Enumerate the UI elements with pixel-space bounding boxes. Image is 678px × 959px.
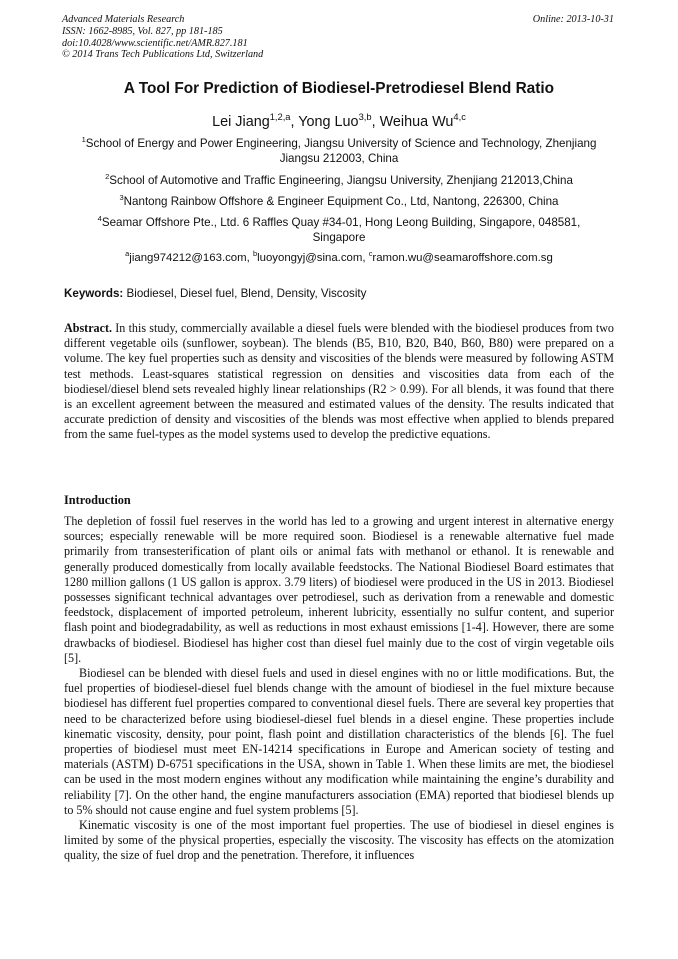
paragraph: The depletion of fossil fuel reserves in the world has led to a growing and urgent interest in alternative energy sources; especially renewable will be more required soon. Biodiesel is a renewable alternative fuel made primarily from transesterification of plant oils or animal fats with methanol or ethanol. It is renewable and generally produced domestically from locally available feedstocks. The National Biodiesel Board estimates that 1280 million gallons (1 US gallon is approx. 3.79 liters) of biodiesel were produced in the US in 2013. Biodiesel possesses significant technical advantages over petrodiesel, such as derivation from a renewable and domestic feedstock, displacement of imported petroleum, inherent lubricity, essentially no sulfur content, and superior flash point and biodegradability, as well as reductions in most exhaust emissions [1-4]. However, there are some drawbacks of biodiesel. Biodiesel has higher cost than diesel fuel mainly due to the cost of virgin vegetable oils [5].: [64, 514, 614, 665]
issn-line: ISSN: 1662-8985, Vol. 827, pp 181-185: [62, 25, 223, 37]
abstract-text: In this study, commercially available a diesel fuels were blended with the biodiesel produces from two different vegetable oils (sunflower, soybean). The blends (B5, B10, B20, B40, B60, B80) were prepared on a volume. The key fuel properties such as density and viscosities of the blends were measured by following ASTM test methods. Least-squares statistical regression on densities and viscosities data from each of the biodiesel/diesel blend sets revealed highly linear relationships (R2 > 0.99). For all blends, it was found that there is an excellent agreement between the measured and estimated values of the density. The results indicated that accurate prediction of density and viscosities of the blends was most effective when applied to blends prepared from the same fuel-types as the model systems used to develop the predictive equations.: [64, 321, 614, 442]
email-marker: c: [368, 249, 373, 259]
keywords-text: Biodiesel, Diesel fuel, Blend, Density, Viscosity: [126, 287, 367, 300]
author-name: Yong Luo: [298, 114, 359, 130]
affiliation-line: Singapore: [312, 230, 366, 244]
affiliation: [64, 216, 614, 245]
affiliation-line: Seamar Offshore Pte., Ltd. 6 Raffles Quay #34-01, Hong Leong Building, Singapore, 048581,: [101, 216, 581, 229]
author-name: Lei Jiang: [212, 114, 270, 130]
email-address[interactable]: luoyongyj@sina.com: [257, 252, 363, 264]
abstract: [64, 321, 614, 443]
affiliation: [64, 174, 614, 189]
affiliation: [64, 195, 614, 210]
affiliation-marker: 2: [105, 172, 110, 182]
affiliation-marker: 4: [97, 214, 102, 224]
author-affiliation-marker: 1,2,a: [269, 112, 291, 123]
email-address[interactable]: ramon.wu@seamaroffshore.com.sg: [372, 252, 553, 264]
author-name: Weihua Wu: [379, 114, 454, 130]
paragraph: Biodiesel can be blended with diesel fuels and used in diesel engines with no or little modifications. But, the fuel properties of biodiesel-diesel fuel blends change with the amount of biodiesel in the fuel mixture because biodiesel has different fuel properties compared to conventional diesel fuels. There are several key properties that need to be characterized before using biodiesel-diesel fuel blends in a diesel engine. These properties include kinematic viscosity, density, pour point, flash point and distillation characteristics of the blends [6]. The fuel properties of biodiesel must meet EN-14214 specifications in Europe and American society of testing and materials (ASTM) D-6751 specifications in the USA, shown in Table 1. When these limits are met, the biodiesel can be used in the most modern engines without any modification while maintaining the engine’s durability and reliability [7]. On the other hand, the engine manufacturers association (EMA) reported that biodiesel blends up to 5% should not cause engine and fuel system problems [5].: [64, 666, 614, 817]
paragraph: Kinematic viscosity is one of the most important fuel properties. The use of biodiesel in diesel engines is limited by some of the physical properties, especially the viscosity. The viscosity has effects on the atomization quality, the size of fuel drop and the penetration. Therefore, it influences: [64, 818, 614, 863]
author-affiliation-marker: 3,b: [358, 112, 372, 123]
online-date: Online: 2013-10-31: [532, 14, 614, 25]
copyright-line: © 2014 Trans Tech Publications Ltd, Switzerland: [62, 49, 264, 61]
paper-title: A Tool For Prediction of Biodiesel-Pretrodiesel Blend Ratio: [123, 80, 555, 97]
journal-name: Advanced Materials Research: [62, 14, 185, 25]
affiliation-line: Jiangsu 212003, China: [279, 151, 399, 165]
affiliation-line: Nantong Rainbow Offshore & Engineer Equipment Co., Ltd, Nantong, 226300, China: [123, 195, 559, 208]
email-address[interactable]: jiang974212@163.com: [129, 252, 247, 264]
keywords-label: Keywords:: [64, 287, 124, 300]
section-heading-introduction: Introduction: [64, 493, 131, 507]
author-list: Lei Jiang$^{1,2,a}$, Yong Luo$^{3,b}$, Weihua Wu$^{4,c}$: [212, 112, 466, 130]
keywords: [64, 287, 614, 300]
abstract-label: Abstract.: [64, 321, 113, 335]
author-affiliation-marker: 4,c: [453, 112, 466, 123]
doi-line: doi:10.4028/www.scientific.net/AMR.827.181: [62, 37, 248, 49]
introduction-body: [64, 514, 614, 864]
affiliation-line: School of Energy and Power Engineering, Jiangsu University of Science and Technology, Zhenjiang: [85, 137, 597, 150]
affiliation-line: School of Automotive and Traffic Engineering, Jiangsu University, Zhenjiang 212013,China: [109, 174, 573, 187]
page-header: [62, 14, 614, 61]
email-marker: a: [125, 249, 130, 259]
email-list: $^a$jiang974212@163.com, $^b$luoyongyj@sina.com, $^c$ramon.wu@seamaroffshore.com.sg: [125, 249, 553, 264]
affiliation-marker: 1: [81, 135, 86, 145]
affiliation: [64, 137, 614, 166]
affiliation-marker: 3: [119, 193, 124, 203]
email-marker: b: [252, 249, 258, 259]
